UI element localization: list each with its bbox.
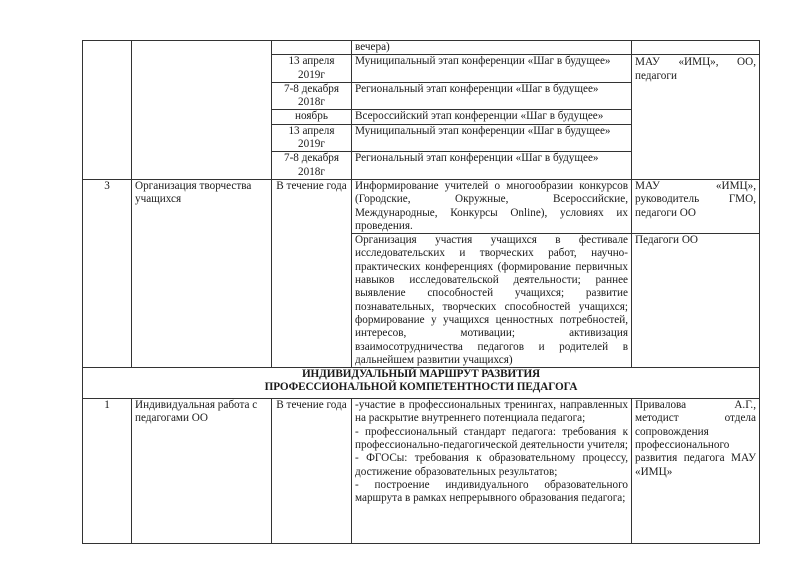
- date-cell: 13 апреля 2019г: [272, 124, 352, 152]
- table-row: [83, 179, 760, 233]
- activity-cell: вечера): [352, 41, 632, 55]
- activity-cell: Муниципальный этап конференции «Шаг в будущее»: [352, 55, 632, 83]
- table-row: [83, 41, 760, 55]
- table-row: [83, 399, 760, 544]
- date-cell: 7-8 декабря 2018г: [272, 82, 352, 110]
- activity-cell: Организация участия учащихся в фестивале исследовательских и творческих работ, научно-практических конференциях (формирование первичных навыков исследовательской деятельности; раннее выявление способностей учащихся; развитие познавательных, творческих способностей учащихся; формирование у учащихся ценностных потребностей, интересов, мотивации; активизация взаимосотрудничества педагогов и родителей в дальнейшем развитии учащихся): [352, 234, 632, 368]
- section-header: [83, 368, 760, 399]
- number-cell: 1: [83, 399, 132, 544]
- activity-cell: Региональный этап конференции «Шаг в будущее»: [352, 152, 632, 180]
- plan-table: [82, 40, 760, 544]
- date-cell: ноябрь: [272, 110, 352, 124]
- section-header-row: [83, 368, 760, 399]
- activity-item: -участие в профессиональных тренингах, направленных на раскрытие внутреннего потенциала педагога;: [355, 399, 628, 425]
- period-cell: В течение года: [272, 179, 352, 367]
- date-cell: 7-8 декабря 2018г: [272, 152, 352, 180]
- activity-item: - профессиональный стандарт педагога: требования к профессионально-педагогической деятельности учителя;: [355, 425, 628, 452]
- title-cell: [132, 41, 272, 180]
- section-header-line1: ИНДИВИДУАЛЬНЫЙ МАРШРУТ РАЗВИТИЯ: [301, 368, 541, 381]
- responsible-cell: МАУ «ИМЦ», руководитель ГМО, педагоги ОО: [632, 179, 760, 233]
- responsible-cell: МАУ «ИМЦ», ОО, педагоги: [632, 55, 760, 180]
- responsible-cell: Привалова А.Г., методист отдела сопровождения профессионального развития педагога МАУ «ИМЦ»: [632, 399, 760, 544]
- title-cell: Организация творчества учащихся: [132, 179, 272, 367]
- activity-cell: Региональный этап конференции «Шаг в будущее»: [352, 82, 632, 110]
- period-cell: В течение года: [272, 399, 352, 544]
- activity-cell: Информирование учителей о многообразии конкурсов (Городские, Окружные, Всероссийские, Международные, Конкурсы Online), условиях их проведения.: [352, 179, 632, 233]
- activity-item: - построение индивидуального образовательного маршрута в рамках непрерывного образования педагога;: [355, 478, 628, 505]
- section-header-line2: ПРОФЕССИОНАЛЬНОЙ КОМПЕТЕНТНОСТИ ПЕДАГОГА: [264, 381, 578, 394]
- number-cell: [83, 41, 132, 180]
- activity-cell: Муниципальный этап конференции «Шаг в будущее»: [352, 124, 632, 152]
- number-cell: 3: [83, 179, 132, 367]
- date-cell: 13 апреля 2019г: [272, 55, 352, 83]
- responsible-cell: Педагоги ОО: [632, 234, 760, 368]
- title-cell: Индивидуальная работа с педагогами ОО: [132, 399, 272, 544]
- date-cell: [272, 41, 352, 55]
- activity-cell: [352, 399, 632, 544]
- activity-cell: Всероссийский этап конференции «Шаг в будущее»: [352, 110, 632, 124]
- responsible-cell: [632, 41, 760, 55]
- activity-item: - ФГОСы: требования к образовательному процессу, достижение образовательных результатов;: [355, 452, 628, 478]
